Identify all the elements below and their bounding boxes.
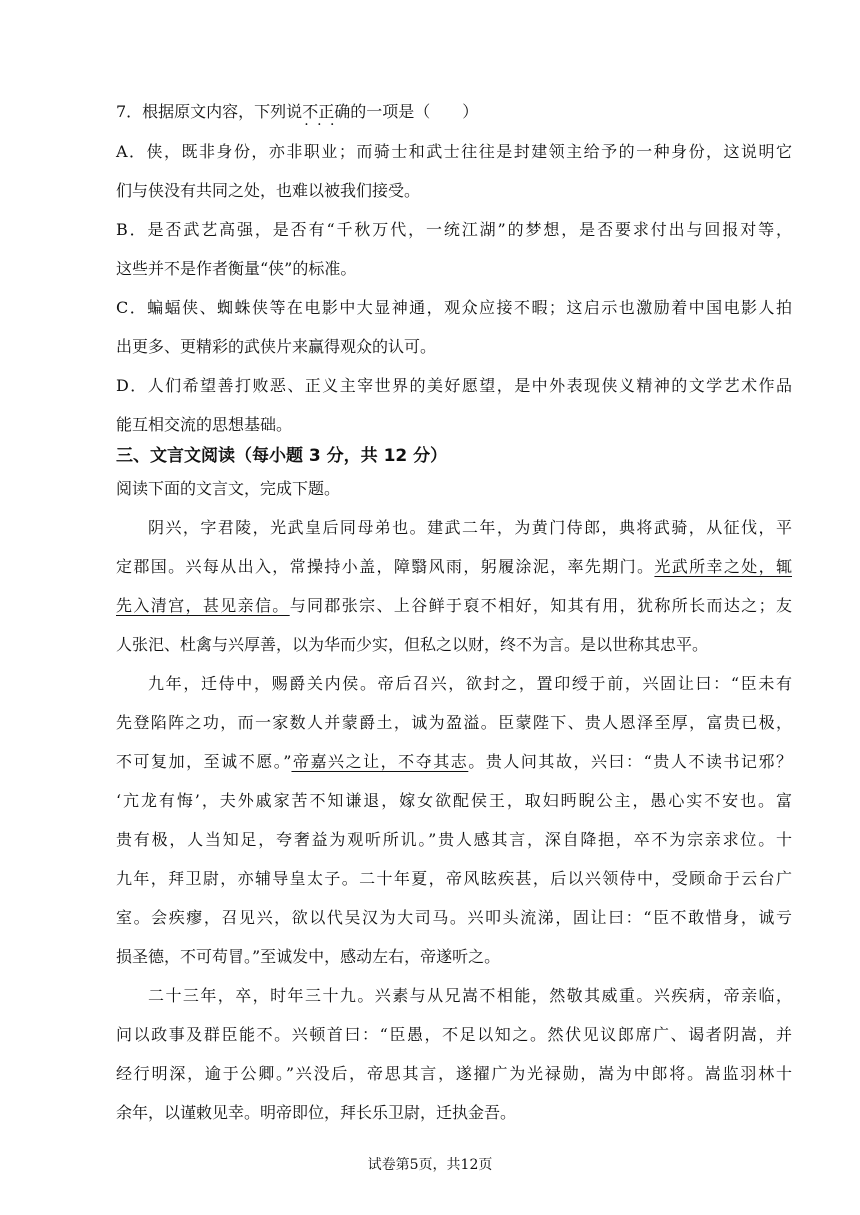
option-b-line-1: B．是否武艺高强，是否有“千秋万代，一统江湖”的梦想，是否要求付出与回报对等， <box>116 220 792 239</box>
passage-p3-line-1: 二十三年，卒，时年三十九。兴素与从兄嵩不相能，然敬其威重。兴疾病，帝亲临， <box>148 986 792 1005</box>
plain-text: 不可复加，至诚不愿。” <box>116 752 292 771</box>
passage-p2-line-5: 贵有极，人当知足，夸奢益为观听所讥。”贵人感其言，深自降挹，卒不为宗亲求位。十 <box>116 830 792 849</box>
passage-p3-line-4: 余年，以谨敕见幸。明帝即位，拜长乐卫尉，迁执金吾。 <box>116 1103 517 1122</box>
underlined-sentence: 帝嘉兴之让，不夺其志 <box>291 752 469 771</box>
section-heading: 三、文言文阅读（每小题 3 分，共 12 分） <box>116 446 448 466</box>
stem-text: 7．根据原文内容，下列说 <box>116 102 303 121</box>
plain-text: 定郡国。兴每从出入，常操持小盖，障翳风雨，躬履涂泥，率先期门。 <box>116 557 655 576</box>
section-instruction: 阅读下面的文言文，完成下题。 <box>116 479 341 498</box>
option-d-line-1: D．人们希望善打败恶、正义主宰世界的美好愿望，是中外表现侠义精神的文学艺术作品 <box>116 376 792 395</box>
passage-p3-line-2: 问以政事及群臣能不。兴顿首曰：“臣愚，不足以知之。然伏见议郎席广、谒者阴嵩，并 <box>116 1025 792 1044</box>
underlined-sentence: 先入清宫，甚见亲信。 <box>116 596 290 615</box>
passage-p2-line-3 <box>116 752 792 772</box>
underlined-sentence: 光武所幸之处，辄 <box>654 557 792 576</box>
option-d-line-2: 能互相交流的思想基础。 <box>116 415 293 434</box>
question-7-stem <box>116 102 792 122</box>
stem-text-end: 的一项是（ ） <box>350 102 479 121</box>
emphasized-text: 不正确 · · · <box>302 102 350 121</box>
passage-p1-line-1: 阴兴，字君陵，光武皇后同母弟也。建武二年，为黄门侍郎，典将武骑，从征伐，平 <box>148 518 792 537</box>
option-a-line-2: 们与侠没有共同之处，也难以被我们接受。 <box>116 181 421 200</box>
passage-p2-line-4: ‘亢龙有悔’，夫外戚家苦不知谦退，嫁女欲配侯王，取妇眄睨公主，愚心实不安也。富 <box>116 791 792 810</box>
plain-text: 。贵人问其故，兴曰：“贵人不读书记邪？ <box>468 752 792 771</box>
passage-p1-line-4: 人张汜、杜禽与兴厚善，以为华而少实，但私之以财，终不为言。是以世称其忠平。 <box>116 635 709 654</box>
passage-p1-line-2 <box>116 557 792 577</box>
passage-p3-line-3: 经行明深，逾于公卿。”兴没后，帝思其言，遂擢广为光禄勋，嵩为中郎将。嵩监羽林十 <box>116 1064 792 1083</box>
passage-p2-line-1: 九年，迁侍中，赐爵关内侯。帝后召兴，欲封之，置印绶于前，兴固让曰：“臣未有 <box>148 674 792 693</box>
passage-p2-line-2: 先登陷阵之功，而一家数人并蒙爵土，诚为盈溢。臣蒙陛下、贵人恩泽至厚，富贵已极， <box>116 713 792 732</box>
option-c-line-1: C．蝙蝠侠、蜘蛛侠等在电影中大显神通，观众应接不暇；这启示也激励着中国电影人拍 <box>116 298 792 317</box>
passage-p2-line-8: 损圣德，不可苟冒。”至诚发中，感动左右，帝遂听之。 <box>116 947 501 966</box>
passage-p1-line-3 <box>116 596 792 616</box>
plain-text: 与同郡张宗、上谷鲜于裒不相好，知其有用，犹称所长而达之；友 <box>289 596 792 615</box>
passage-p2-line-6: 九年，拜卫尉，亦辅导皇太子。二十年夏，帝风眩疾甚，后以兴领侍中，受顾命于云台广 <box>116 869 792 888</box>
passage-p2-line-7: 室。会疾瘳，召见兴，欲以代吴汉为大司马。兴叩头流涕，固让曰：“臣不敢惜身，诚亏 <box>116 908 792 927</box>
option-b-line-2: 这些并不是作者衡量“侠”的标准。 <box>116 259 357 278</box>
page-footer: 试卷第5页，共12页 <box>367 1157 493 1173</box>
option-a-line-1: A．侠，既非身份，亦非职业；而骑士和武士往往是封建领主给予的一种身份，这说明它 <box>116 142 792 161</box>
option-c-line-2: 出更多、更精彩的武侠片来赢得观众的认可。 <box>116 337 437 356</box>
